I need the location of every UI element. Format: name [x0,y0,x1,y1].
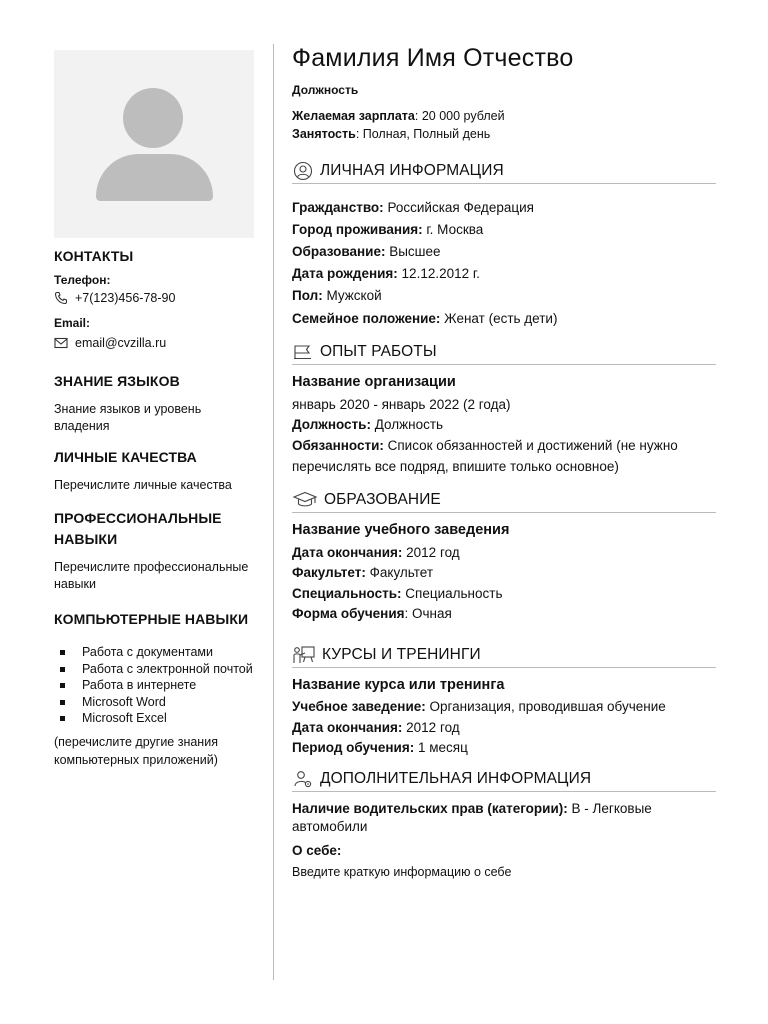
education-header [292,487,716,513]
avatar-body-icon [96,154,213,201]
course-institution-label: Учебное заведение: [292,699,426,714]
envelope-icon [54,337,68,349]
gender-value: Мужской [322,288,382,303]
courses-title: КУРСЫ И ТРЕНИНГИ [322,645,481,663]
duties-value-2: перечислять все подряд, впишите только основное) [292,459,619,474]
courses-header [292,642,716,668]
graduation-label: Дата окончания: [292,545,403,560]
course-institution-value: Организация, проводившая обучение [425,699,666,714]
personal-qualities-title: ЛИЧНЫЕ КАЧЕСТВА [54,449,197,465]
duties-value-1: Список обязанностей и достижений (не нужно [383,438,678,453]
salary-value: : 20 000 рублей [414,109,505,123]
additional-title: ДОПОЛНИТЕЛЬНАЯ ИНФОРМАЦИЯ [320,769,592,787]
study-form-value: : Очная [404,606,452,621]
family-row [292,309,557,329]
organization-name: Название организации [292,374,456,390]
personal-qualities-text: Перечислите личные качества [54,478,232,492]
citizenship-row [292,198,534,218]
list-item: Microsoft Excel [60,710,270,727]
email-label: Email: [54,316,91,330]
specialty-label: Специальность: [292,586,402,601]
avatar-head-icon [123,88,183,148]
birth-date-label: Дата рождения: [292,266,398,281]
full-name: Фамилия Имя Отчество [292,44,574,72]
license-label: Наличие водительских прав (категории): [292,801,568,816]
computer-skills-title: КОМПЬЮТЕРНЫЕ НАВЫКИ [54,611,249,627]
additional-header [292,766,716,792]
family-value: Женат (есть дети) [440,311,558,326]
column-divider [273,44,274,980]
about-label: О себе: [292,843,342,858]
user-settings-icon [292,769,314,789]
course-graduation-row [292,718,460,738]
list-item: Microsoft Word [60,694,270,711]
city-value: г. Москва [422,222,484,237]
education-title: ОБРАЗОВАНИЕ [324,490,441,508]
faculty-value: Факультет [365,565,434,580]
faculty-row [292,563,433,583]
about-label-row [292,841,341,861]
work-period: январь 2020 - январь 2022 (2 года) [292,397,511,412]
license-value-2: автомобили [292,819,368,834]
study-form-row [292,604,452,624]
languages-title: ЗНАНИЕ ЯЗЫКОВ [54,373,180,389]
family-label: Семейное положение: [292,311,441,326]
faculty-label: Факультет: [292,565,366,580]
license-value-1: В - Легковые [567,801,652,816]
list-item: Работа с документами [60,644,270,661]
phone-value[interactable]: +7(123)456-78-90 [75,291,176,305]
languages-text-2: владения [54,419,110,433]
course-institution-row [292,697,666,717]
pro-skills-title-1: ПРОФЕССИОНАЛЬНЫЕ [54,510,222,526]
employment-row [292,125,490,143]
about-value: Введите краткую информацию о себе [292,865,512,879]
phone-row [54,291,175,305]
birth-date-value: 12.12.2012 г. [397,266,480,281]
duties-label: Обязанности: [292,438,384,453]
email-value[interactable]: email@cvzilla.ru [75,336,167,350]
course-graduation-value: 2012 год [402,720,460,735]
position-title: Должность [292,83,359,97]
training-board-icon [292,645,316,665]
graduation-value: 2012 год [402,545,460,560]
photo-placeholder[interactable] [54,50,254,238]
list-item: Работа в интернете [60,677,270,694]
job-position-value: Должность [370,417,444,432]
experience-header [292,339,716,365]
left-column [54,50,264,767]
experience-title: ОПЫТ РАБОТЫ [320,342,437,360]
citizenship-label: Гражданство: [292,200,384,215]
specialty-value: Специальность [401,586,503,601]
education-level-label: Образование: [292,244,386,259]
citizenship-value: Российская Федерация [383,200,534,215]
specialty-row [292,584,502,604]
job-position-row [292,415,443,435]
user-circle-icon [292,161,314,181]
graduation-row [292,543,460,563]
course-name: Название курса или тренинга [292,677,505,693]
computer-note-2: компьютерных приложений) [54,753,218,767]
gender-label: Пол: [292,288,323,303]
salary-row [292,107,505,125]
employment-value: : Полная, Полный день [355,127,491,141]
pro-skills-text-1: Перечислите профессиональные [54,560,249,574]
briefcase-flag-icon [292,342,314,362]
personal-info-header [292,158,716,184]
pro-skills-title-2: НАВЫКИ [54,531,118,547]
employment-label: Занятость [292,127,356,141]
graduation-cap-icon [292,490,318,510]
duties-row [292,436,678,456]
phone-icon [54,291,68,305]
languages-text-1: Знание языков и уровень [54,402,202,416]
personal-info-title: ЛИЧНАЯ ИНФОРМАЦИЯ [320,161,504,179]
education-level-row [292,242,441,262]
course-graduation-label: Дата окончания: [292,720,403,735]
course-period-value: 1 месяц [414,740,468,755]
course-period-row [292,738,468,758]
phone-label: Телефон: [54,273,111,287]
pro-skills-text-2: навыки [54,577,96,591]
computer-skills-list [60,644,270,727]
birth-date-row [292,264,480,284]
list-item: Работа с электронной почтой [60,661,270,678]
computer-note-1: (перечислите другие знания [54,735,218,749]
course-period-label: Период обучения: [292,740,415,755]
education-level-value: Высшее [385,244,441,259]
gender-row [292,286,382,306]
contacts-title: КОНТАКТЫ [54,248,134,264]
city-row [292,220,483,240]
institution-name: Название учебного заведения [292,522,510,538]
email-row [54,336,166,350]
city-label: Город проживания: [292,222,423,237]
job-position-label: Должность: [292,417,371,432]
study-form-label: Форма обучения [292,606,405,621]
license-row [292,799,652,819]
salary-label: Желаемая зарплата [292,109,415,123]
